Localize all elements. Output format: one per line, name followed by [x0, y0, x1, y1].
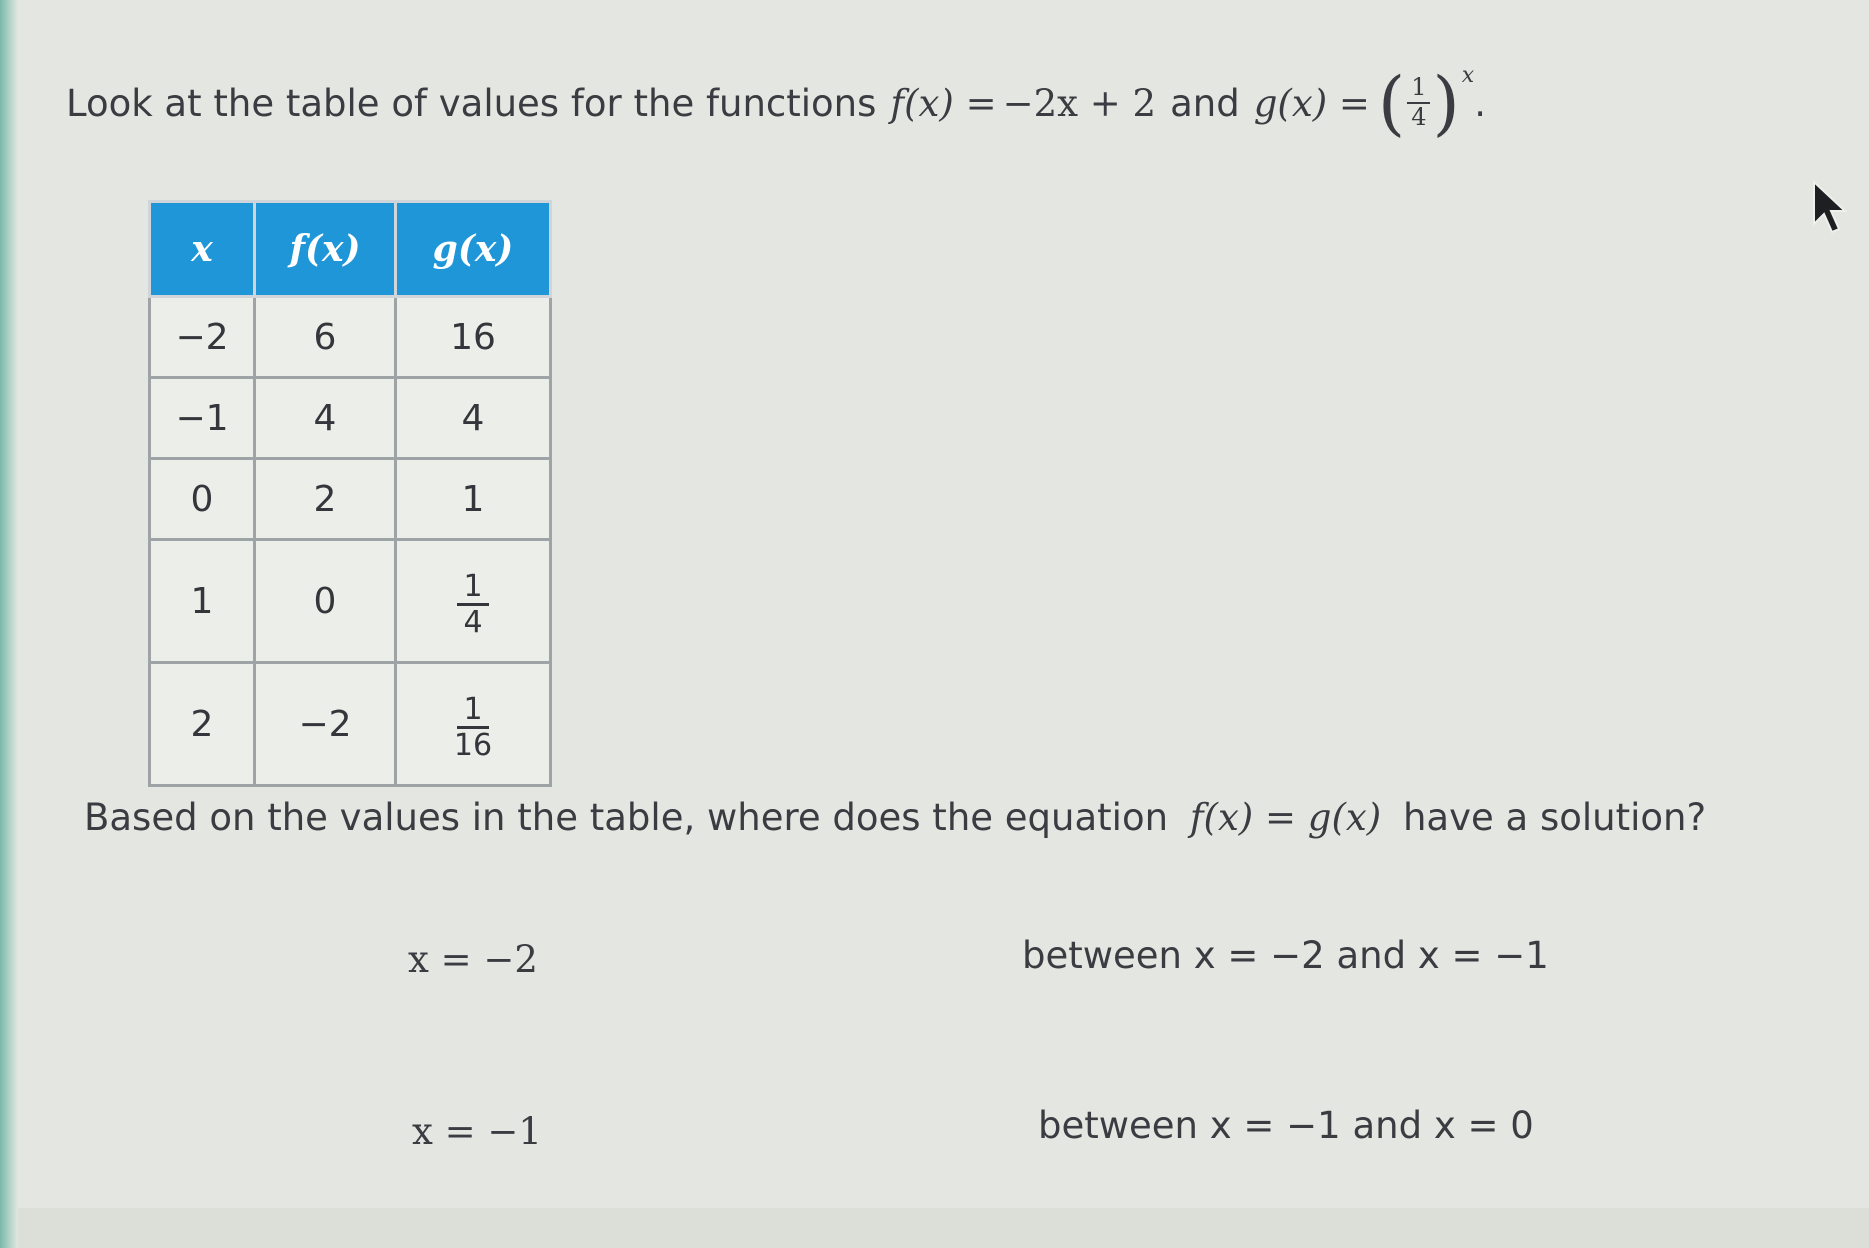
cell-x: −1 [150, 378, 255, 459]
answer-option-b[interactable]: between x = −2 and x = −1 [1022, 934, 1549, 977]
g-function-base: ( $\frac{1}{4}$ ) [1377, 62, 1460, 144]
cell-g-denominator: 4 [463, 604, 483, 640]
values-table [148, 200, 552, 787]
g-base-numerator: 1 [1407, 74, 1430, 104]
cell-x: 0 [150, 459, 255, 540]
cell-f: 2 [255, 459, 396, 540]
question-intro: Look at the table of values for the functions [66, 81, 877, 125]
question-and: and [1170, 81, 1240, 125]
table-row [150, 540, 551, 663]
cell-g: 16 [396, 297, 551, 378]
cell-g [396, 663, 551, 786]
cell-f: 4 [255, 378, 396, 459]
cell-x: 2 [150, 663, 255, 786]
g-exponent: x [1461, 62, 1475, 88]
cell-f: 0 [255, 540, 396, 663]
table-header-row [150, 202, 551, 297]
g-base-denominator: 4 [1411, 103, 1427, 131]
cell-f: −2 [255, 663, 396, 786]
prompt-after: have a solution? [1402, 796, 1707, 839]
header-g: g(x) [396, 202, 551, 297]
cell-g: 4 [396, 378, 551, 459]
table-row [150, 297, 551, 378]
table-row [150, 378, 551, 459]
answer-option-c[interactable]: x = −1 [412, 1110, 542, 1153]
f-function-rhs: −2x + 2 [1002, 81, 1157, 125]
prompt-before: Based on the values in the table, where does the equation [84, 796, 1169, 839]
cell-g-numerator: 1 [457, 570, 488, 606]
table-row [150, 459, 551, 540]
cell-x: −2 [150, 297, 255, 378]
cell-g: 1 [396, 459, 551, 540]
cell-f: 6 [255, 297, 396, 378]
prompt-equation: f(x) = g(x) [1189, 796, 1382, 839]
question-period: . [1474, 81, 1486, 125]
cell-x: 1 [150, 540, 255, 663]
f-function-lhs: f(x) = [890, 81, 997, 125]
table-row [150, 663, 551, 786]
header-f: f(x) [255, 202, 396, 297]
g-function-lhs: g(x) = [1253, 81, 1370, 125]
left-edge-strip [0, 0, 18, 1248]
header-x: x [150, 202, 255, 297]
cell-g [396, 540, 551, 663]
answer-option-d[interactable]: between x = −1 and x = 0 [1038, 1104, 1534, 1147]
question-text [66, 62, 1486, 144]
arrow-cursor-icon [1810, 180, 1850, 236]
answer-option-a[interactable]: x = −2 [408, 938, 538, 981]
bottom-band [18, 1208, 1869, 1248]
prompt-text [84, 796, 1706, 839]
cell-g-denominator: 16 [453, 727, 493, 763]
cell-g-numerator: 1 [457, 693, 488, 729]
